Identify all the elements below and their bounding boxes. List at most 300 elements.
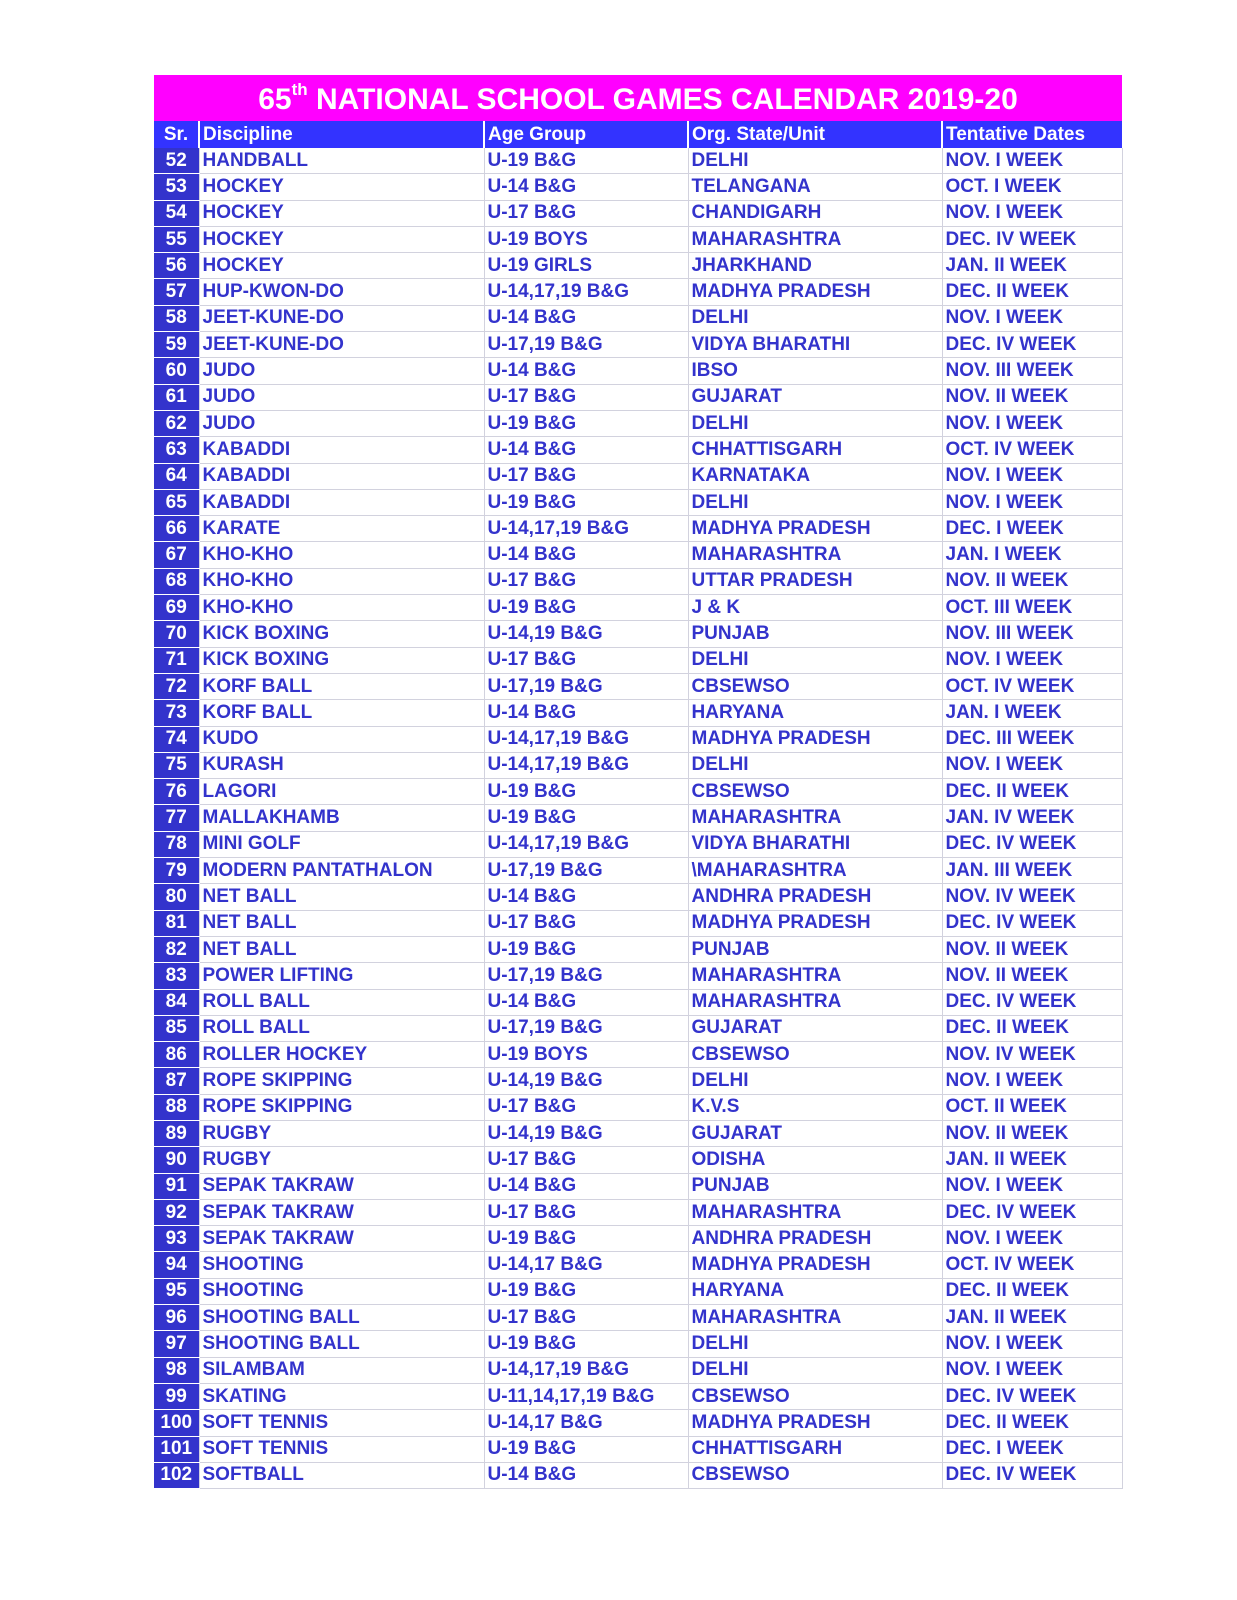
- table-row: [154, 621, 1122, 647]
- cell-dates: NOV. I WEEK: [942, 489, 1122, 515]
- cell-sr: 52: [154, 148, 199, 174]
- table-row: [154, 1436, 1122, 1462]
- cell-sr: 93: [154, 1226, 199, 1252]
- cell-discipline: KABADDI: [199, 489, 484, 515]
- cell-org-state: MAHARASHTRA: [688, 226, 942, 252]
- table-row: [154, 1147, 1122, 1173]
- cell-sr: 74: [154, 726, 199, 752]
- table-row: [154, 595, 1122, 621]
- cell-org-state: DELHI: [688, 148, 942, 174]
- cell-dates: DEC. IV WEEK: [942, 226, 1122, 252]
- table-row: [154, 1120, 1122, 1146]
- cell-org-state: CBSEWSO: [688, 1462, 942, 1488]
- cell-dates: DEC. IV WEEK: [942, 1462, 1122, 1488]
- table-row: [154, 1462, 1122, 1488]
- cell-dates: NOV. I WEEK: [942, 1357, 1122, 1383]
- col-header-sr: Sr.: [154, 121, 199, 148]
- cell-discipline: NET BALL: [199, 910, 484, 936]
- cell-org-state: DELHI: [688, 752, 942, 778]
- cell-dates: DEC. IV WEEK: [942, 831, 1122, 857]
- cell-sr: 96: [154, 1305, 199, 1331]
- cell-dates: NOV. I WEEK: [942, 148, 1122, 174]
- cell-age-group: U-19 B&G: [484, 805, 688, 831]
- cell-discipline: ROLL BALL: [199, 1015, 484, 1041]
- cell-sr: 59: [154, 332, 199, 358]
- cell-sr: 66: [154, 516, 199, 542]
- cell-discipline: NET BALL: [199, 884, 484, 910]
- cell-org-state: PUNJAB: [688, 621, 942, 647]
- cell-age-group: U-17 B&G: [484, 463, 688, 489]
- cell-sr: 102: [154, 1462, 199, 1488]
- cell-discipline: ROLL BALL: [199, 989, 484, 1015]
- cell-dates: NOV. IV WEEK: [942, 1042, 1122, 1068]
- cell-age-group: U-14,17,19 B&G: [484, 516, 688, 542]
- cell-age-group: U-17 B&G: [484, 1147, 688, 1173]
- cell-sr: 97: [154, 1331, 199, 1357]
- cell-org-state: MAHARASHTRA: [688, 1305, 942, 1331]
- table-row: [154, 1173, 1122, 1199]
- cell-sr: 84: [154, 989, 199, 1015]
- cell-dates: JAN. III WEEK: [942, 858, 1122, 884]
- cell-age-group: U-19 BOYS: [484, 226, 688, 252]
- cell-age-group: U-17,19 B&G: [484, 673, 688, 699]
- cell-dates: DEC. II WEEK: [942, 1015, 1122, 1041]
- cell-discipline: JEET-KUNE-DO: [199, 305, 484, 331]
- cell-org-state: VIDYA BHARATHI: [688, 332, 942, 358]
- cell-sr: 63: [154, 437, 199, 463]
- cell-org-state: MADHYA PRADESH: [688, 726, 942, 752]
- table-row: [154, 200, 1122, 226]
- cell-discipline: NET BALL: [199, 936, 484, 962]
- cell-age-group: U-17,19 B&G: [484, 858, 688, 884]
- cell-org-state: ANDHRA PRADESH: [688, 884, 942, 910]
- cell-dates: DEC. III WEEK: [942, 726, 1122, 752]
- cell-age-group: U-17 B&G: [484, 910, 688, 936]
- cell-age-group: U-14,19 B&G: [484, 1120, 688, 1146]
- cell-org-state: MAHARASHTRA: [688, 805, 942, 831]
- cell-age-group: U-17 B&G: [484, 1094, 688, 1120]
- calendar-table: [154, 121, 1123, 1489]
- cell-sr: 82: [154, 936, 199, 962]
- cell-discipline: HANDBALL: [199, 148, 484, 174]
- cell-org-state: HARYANA: [688, 700, 942, 726]
- table-row: [154, 1094, 1122, 1120]
- table-row: [154, 148, 1122, 174]
- cell-age-group: U-14 B&G: [484, 542, 688, 568]
- cell-org-state: MADHYA PRADESH: [688, 1252, 942, 1278]
- cell-dates: NOV. III WEEK: [942, 358, 1122, 384]
- page-title: [154, 75, 1122, 121]
- cell-org-state: MADHYA PRADESH: [688, 1410, 942, 1436]
- table-row: [154, 226, 1122, 252]
- cell-discipline: SEPAK TAKRAW: [199, 1173, 484, 1199]
- cell-org-state: KARNATAKA: [688, 463, 942, 489]
- cell-sr: 87: [154, 1068, 199, 1094]
- cell-age-group: U-19 B&G: [484, 936, 688, 962]
- cell-discipline: KHO-KHO: [199, 568, 484, 594]
- cell-org-state: ODISHA: [688, 1147, 942, 1173]
- cell-age-group: U-19 B&G: [484, 489, 688, 515]
- cell-discipline: MODERN PANTATHALON: [199, 858, 484, 884]
- cell-org-state: CBSEWSO: [688, 1383, 942, 1409]
- cell-dates: NOV. II WEEK: [942, 963, 1122, 989]
- cell-org-state: MADHYA PRADESH: [688, 516, 942, 542]
- table-row: [154, 910, 1122, 936]
- title-prefix: 65: [258, 83, 292, 116]
- cell-dates: DEC. IV WEEK: [942, 1199, 1122, 1225]
- cell-dates: NOV. II WEEK: [942, 384, 1122, 410]
- cell-sr: 94: [154, 1252, 199, 1278]
- cell-dates: DEC. I WEEK: [942, 1436, 1122, 1462]
- cell-age-group: U-14,17,19 B&G: [484, 279, 688, 305]
- table-row: [154, 1410, 1122, 1436]
- cell-sr: 90: [154, 1147, 199, 1173]
- cell-discipline: SKATING: [199, 1383, 484, 1409]
- cell-org-state: TELANGANA: [688, 174, 942, 200]
- cell-discipline: SHOOTING: [199, 1252, 484, 1278]
- table-row: [154, 726, 1122, 752]
- cell-discipline: HUP-KWON-DO: [199, 279, 484, 305]
- cell-org-state: CBSEWSO: [688, 673, 942, 699]
- cell-age-group: U-14 B&G: [484, 989, 688, 1015]
- table-row: [154, 253, 1122, 279]
- cell-sr: 83: [154, 963, 199, 989]
- cell-age-group: U-19 B&G: [484, 148, 688, 174]
- cell-sr: 57: [154, 279, 199, 305]
- cell-discipline: KORF BALL: [199, 673, 484, 699]
- table-row: [154, 516, 1122, 542]
- cell-dates: NOV. IV WEEK: [942, 884, 1122, 910]
- table-row: [154, 647, 1122, 673]
- table-row: [154, 305, 1122, 331]
- cell-discipline: MINI GOLF: [199, 831, 484, 857]
- cell-sr: 68: [154, 568, 199, 594]
- table-row: [154, 1226, 1122, 1252]
- cell-org-state: DELHI: [688, 1331, 942, 1357]
- cell-org-state: DELHI: [688, 410, 942, 436]
- cell-age-group: U-14,17,19 B&G: [484, 1357, 688, 1383]
- table-row: [154, 358, 1122, 384]
- cell-age-group: U-17 B&G: [484, 384, 688, 410]
- table-row: [154, 332, 1122, 358]
- cell-org-state: VIDYA BHARATHI: [688, 831, 942, 857]
- cell-discipline: MALLAKHAMB: [199, 805, 484, 831]
- table-row: [154, 437, 1122, 463]
- cell-dates: NOV. II WEEK: [942, 568, 1122, 594]
- cell-discipline: SHOOTING BALL: [199, 1305, 484, 1331]
- cell-age-group: U-17 B&G: [484, 200, 688, 226]
- table-row: [154, 1383, 1122, 1409]
- cell-age-group: U-19 B&G: [484, 1278, 688, 1304]
- cell-sr: 73: [154, 700, 199, 726]
- cell-dates: JAN. I WEEK: [942, 700, 1122, 726]
- cell-discipline: SILAMBAM: [199, 1357, 484, 1383]
- cell-age-group: U-14 B&G: [484, 437, 688, 463]
- cell-org-state: IBSO: [688, 358, 942, 384]
- cell-org-state: K.V.S: [688, 1094, 942, 1120]
- table-row: [154, 174, 1122, 200]
- cell-discipline: KURASH: [199, 752, 484, 778]
- cell-age-group: U-14,17,19 B&G: [484, 726, 688, 752]
- cell-dates: NOV. III WEEK: [942, 621, 1122, 647]
- cell-age-group: U-17,19 B&G: [484, 1015, 688, 1041]
- table-row: [154, 936, 1122, 962]
- cell-age-group: U-14,17,19 B&G: [484, 752, 688, 778]
- cell-sr: 78: [154, 831, 199, 857]
- title-superscript: th: [291, 80, 308, 99]
- cell-org-state: DELHI: [688, 1357, 942, 1383]
- cell-org-state: GUJARAT: [688, 1120, 942, 1146]
- cell-dates: NOV. I WEEK: [942, 647, 1122, 673]
- cell-dates: DEC. IV WEEK: [942, 989, 1122, 1015]
- cell-sr: 81: [154, 910, 199, 936]
- cell-age-group: U-17,19 B&G: [484, 332, 688, 358]
- cell-dates: DEC. IV WEEK: [942, 1383, 1122, 1409]
- table-row: [154, 1068, 1122, 1094]
- cell-dates: DEC. II WEEK: [942, 1410, 1122, 1436]
- cell-discipline: JUDO: [199, 358, 484, 384]
- cell-age-group: U-14,19 B&G: [484, 1068, 688, 1094]
- cell-sr: 89: [154, 1120, 199, 1146]
- cell-sr: 101: [154, 1436, 199, 1462]
- cell-age-group: U-19 B&G: [484, 1436, 688, 1462]
- cell-age-group: U-14 B&G: [484, 700, 688, 726]
- cell-sr: 75: [154, 752, 199, 778]
- table-row: [154, 1278, 1122, 1304]
- cell-org-state: DELHI: [688, 489, 942, 515]
- cell-sr: 77: [154, 805, 199, 831]
- cell-org-state: ANDHRA PRADESH: [688, 1226, 942, 1252]
- cell-discipline: SHOOTING BALL: [199, 1331, 484, 1357]
- cell-org-state: MADHYA PRADESH: [688, 279, 942, 305]
- cell-age-group: U-17 B&G: [484, 568, 688, 594]
- cell-age-group: U-14 B&G: [484, 174, 688, 200]
- cell-discipline: RUGBY: [199, 1147, 484, 1173]
- cell-org-state: MAHARASHTRA: [688, 542, 942, 568]
- cell-sr: 54: [154, 200, 199, 226]
- cell-discipline: KARATE: [199, 516, 484, 542]
- table-row: [154, 831, 1122, 857]
- cell-dates: JAN. I WEEK: [942, 542, 1122, 568]
- cell-dates: NOV. II WEEK: [942, 1120, 1122, 1146]
- cell-dates: JAN. II WEEK: [942, 1305, 1122, 1331]
- cell-discipline: KORF BALL: [199, 700, 484, 726]
- cell-age-group: U-19 B&G: [484, 779, 688, 805]
- cell-org-state: CBSEWSO: [688, 1042, 942, 1068]
- cell-sr: 67: [154, 542, 199, 568]
- cell-age-group: U-14 B&G: [484, 305, 688, 331]
- cell-dates: DEC. I WEEK: [942, 516, 1122, 542]
- cell-dates: DEC. II WEEK: [942, 279, 1122, 305]
- table-row: [154, 410, 1122, 436]
- cell-sr: 86: [154, 1042, 199, 1068]
- cell-dates: NOV. I WEEK: [942, 1173, 1122, 1199]
- cell-sr: 62: [154, 410, 199, 436]
- header-row: [154, 121, 1122, 148]
- table-row: [154, 700, 1122, 726]
- cell-sr: 70: [154, 621, 199, 647]
- cell-age-group: U-14,19 B&G: [484, 621, 688, 647]
- table-row: [154, 1015, 1122, 1041]
- cell-discipline: KABADDI: [199, 437, 484, 463]
- cell-dates: NOV. I WEEK: [942, 410, 1122, 436]
- table-row: [154, 673, 1122, 699]
- cell-age-group: U-14 B&G: [484, 358, 688, 384]
- cell-sr: 71: [154, 647, 199, 673]
- cell-org-state: CHHATTISGARH: [688, 437, 942, 463]
- table-row: [154, 1357, 1122, 1383]
- cell-org-state: JHARKHAND: [688, 253, 942, 279]
- cell-sr: 92: [154, 1199, 199, 1225]
- table-row: [154, 463, 1122, 489]
- col-header-org-state: Org. State/Unit: [688, 121, 942, 148]
- cell-age-group: U-11,14,17,19 B&G: [484, 1383, 688, 1409]
- table-row: [154, 1042, 1122, 1068]
- cell-sr: 53: [154, 174, 199, 200]
- cell-dates: DEC. IV WEEK: [942, 910, 1122, 936]
- cell-org-state: UTTAR PRADESH: [688, 568, 942, 594]
- cell-discipline: RUGBY: [199, 1120, 484, 1146]
- cell-dates: NOV. I WEEK: [942, 752, 1122, 778]
- table-row: [154, 568, 1122, 594]
- cell-sr: 85: [154, 1015, 199, 1041]
- cell-dates: JAN. II WEEK: [942, 253, 1122, 279]
- cell-sr: 100: [154, 1410, 199, 1436]
- cell-discipline: ROPE SKIPPING: [199, 1094, 484, 1120]
- table-row: [154, 542, 1122, 568]
- cell-org-state: PUNJAB: [688, 1173, 942, 1199]
- cell-sr: 64: [154, 463, 199, 489]
- cell-discipline: SHOOTING: [199, 1278, 484, 1304]
- cell-discipline: JEET-KUNE-DO: [199, 332, 484, 358]
- cell-dates: JAN. IV WEEK: [942, 805, 1122, 831]
- cell-sr: 99: [154, 1383, 199, 1409]
- cell-dates: DEC. II WEEK: [942, 1278, 1122, 1304]
- cell-sr: 65: [154, 489, 199, 515]
- cell-dates: OCT. IV WEEK: [942, 673, 1122, 699]
- table-row: [154, 1331, 1122, 1357]
- cell-dates: OCT. IV WEEK: [942, 437, 1122, 463]
- cell-sr: 91: [154, 1173, 199, 1199]
- cell-discipline: HOCKEY: [199, 226, 484, 252]
- cell-discipline: JUDO: [199, 410, 484, 436]
- cell-org-state: CHHATTISGARH: [688, 1436, 942, 1462]
- col-header-age-group: Age Group: [484, 121, 688, 148]
- cell-age-group: U-14,17 B&G: [484, 1252, 688, 1278]
- cell-discipline: LAGORI: [199, 779, 484, 805]
- cell-dates: NOV. I WEEK: [942, 305, 1122, 331]
- cell-age-group: U-19 B&G: [484, 1331, 688, 1357]
- cell-dates: JAN. II WEEK: [942, 1147, 1122, 1173]
- cell-discipline: SOFT TENNIS: [199, 1410, 484, 1436]
- cell-sr: 60: [154, 358, 199, 384]
- cell-org-state: MAHARASHTRA: [688, 989, 942, 1015]
- cell-dates: OCT. II WEEK: [942, 1094, 1122, 1120]
- cell-org-state: DELHI: [688, 647, 942, 673]
- cell-org-state: CBSEWSO: [688, 779, 942, 805]
- cell-dates: OCT. IV WEEK: [942, 1252, 1122, 1278]
- table-row: [154, 963, 1122, 989]
- cell-discipline: KICK BOXING: [199, 647, 484, 673]
- table-row: [154, 489, 1122, 515]
- table-row: [154, 752, 1122, 778]
- cell-discipline: HOCKEY: [199, 200, 484, 226]
- cell-dates: DEC. II WEEK: [942, 779, 1122, 805]
- cell-sr: 79: [154, 858, 199, 884]
- cell-org-state: MAHARASHTRA: [688, 1199, 942, 1225]
- cell-sr: 58: [154, 305, 199, 331]
- cell-age-group: U-17,19 B&G: [484, 963, 688, 989]
- table-row: [154, 1199, 1122, 1225]
- cell-org-state: \MAHARASHTRA: [688, 858, 942, 884]
- cell-dates: NOV. I WEEK: [942, 1226, 1122, 1252]
- cell-age-group: U-14 B&G: [484, 1462, 688, 1488]
- cell-discipline: SOFT TENNIS: [199, 1436, 484, 1462]
- table-row: [154, 884, 1122, 910]
- cell-sr: 56: [154, 253, 199, 279]
- cell-discipline: KUDO: [199, 726, 484, 752]
- cell-sr: 76: [154, 779, 199, 805]
- cell-discipline: SEPAK TAKRAW: [199, 1226, 484, 1252]
- cell-org-state: PUNJAB: [688, 936, 942, 962]
- cell-org-state: DELHI: [688, 305, 942, 331]
- games-calendar-sheet: [154, 75, 1122, 1489]
- cell-age-group: U-14,17,19 B&G: [484, 831, 688, 857]
- cell-sr: 72: [154, 673, 199, 699]
- table-body: [154, 148, 1122, 1489]
- cell-org-state: J & K: [688, 595, 942, 621]
- cell-discipline: KHO-KHO: [199, 542, 484, 568]
- title-text: NATIONAL SCHOOL GAMES CALENDAR 2019-20: [307, 83, 1018, 116]
- cell-sr: 69: [154, 595, 199, 621]
- cell-age-group: U-17 B&G: [484, 647, 688, 673]
- cell-discipline: ROLLER HOCKEY: [199, 1042, 484, 1068]
- cell-age-group: U-14,17 B&G: [484, 1410, 688, 1436]
- table-row: [154, 279, 1122, 305]
- cell-org-state: DELHI: [688, 1068, 942, 1094]
- cell-discipline: POWER LIFTING: [199, 963, 484, 989]
- cell-org-state: GUJARAT: [688, 1015, 942, 1041]
- cell-dates: OCT. III WEEK: [942, 595, 1122, 621]
- cell-age-group: U-19 B&G: [484, 1226, 688, 1252]
- table-row: [154, 779, 1122, 805]
- cell-discipline: ROPE SKIPPING: [199, 1068, 484, 1094]
- cell-discipline: JUDO: [199, 384, 484, 410]
- cell-age-group: U-19 B&G: [484, 410, 688, 436]
- cell-age-group: U-14 B&G: [484, 884, 688, 910]
- table-row: [154, 384, 1122, 410]
- cell-sr: 61: [154, 384, 199, 410]
- cell-dates: NOV. I WEEK: [942, 463, 1122, 489]
- cell-org-state: HARYANA: [688, 1278, 942, 1304]
- cell-org-state: MAHARASHTRA: [688, 963, 942, 989]
- cell-sr: 80: [154, 884, 199, 910]
- cell-discipline: HOCKEY: [199, 253, 484, 279]
- cell-age-group: U-19 GIRLS: [484, 253, 688, 279]
- cell-discipline: KABADDI: [199, 463, 484, 489]
- cell-org-state: GUJARAT: [688, 384, 942, 410]
- cell-org-state: CHANDIGARH: [688, 200, 942, 226]
- cell-discipline: HOCKEY: [199, 174, 484, 200]
- cell-dates: DEC. IV WEEK: [942, 332, 1122, 358]
- col-header-dates: Tentative Dates: [942, 121, 1122, 148]
- cell-sr: 88: [154, 1094, 199, 1120]
- cell-sr: 95: [154, 1278, 199, 1304]
- cell-discipline: KHO-KHO: [199, 595, 484, 621]
- cell-dates: OCT. I WEEK: [942, 174, 1122, 200]
- col-header-discipline: Discipline: [199, 121, 484, 148]
- cell-sr: 98: [154, 1357, 199, 1383]
